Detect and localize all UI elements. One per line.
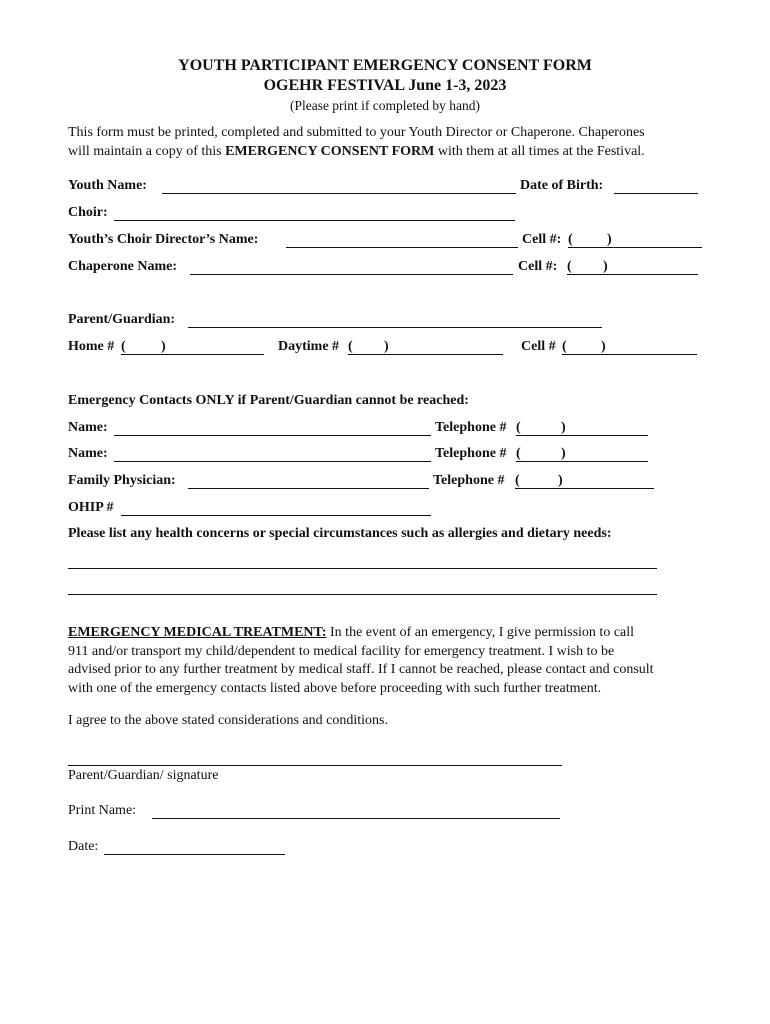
youth-name-field[interactable] <box>162 193 516 194</box>
health-concerns-line-2[interactable] <box>68 594 657 595</box>
medical-treatment-paragraph <box>68 624 708 698</box>
dob-field[interactable] <box>614 193 698 194</box>
cell2-paren-close: ) <box>603 259 608 274</box>
health-concerns-label: Please list any health concerns or special circumstances such as allergies and dietary needs: <box>68 526 612 541</box>
contact2-tel-label: Telephone # <box>435 446 507 461</box>
physician-label: Family Physician: <box>68 473 176 488</box>
ohip-label: OHIP # <box>68 500 114 515</box>
signature-label: Parent/Guardian/ signature <box>68 768 219 783</box>
physician-tel-label: Telephone # <box>433 473 505 488</box>
intro-line-2-pre: will maintain a copy of this <box>68 143 222 159</box>
emergency-contacts-heading: Emergency Contacts ONLY if Parent/Guardian cannot be reached: <box>68 393 469 408</box>
parent-field[interactable] <box>188 327 602 328</box>
date-field[interactable] <box>104 854 285 855</box>
cell2-paren-open: ( <box>567 259 572 274</box>
cell1-field[interactable] <box>568 247 702 248</box>
physician-tel-field[interactable] <box>515 488 654 489</box>
cell1-label: Cell #: <box>522 232 562 247</box>
tel3-paren-open: ( <box>515 473 520 488</box>
home-paren-close: ) <box>161 339 166 354</box>
home-label: Home # <box>68 339 115 354</box>
choir-field[interactable] <box>114 220 515 221</box>
ohip-field[interactable] <box>121 515 431 516</box>
intro-line-2 <box>68 143 708 162</box>
cell3-paren-close: ) <box>601 339 606 354</box>
home-paren-open: ( <box>121 339 126 354</box>
form-title: YOUTH PARTICIPANT EMERGENCY CONSENT FORM <box>178 57 592 74</box>
medical-line-3: advised prior to any further treatment by medical staff. If I cannot be reached, please contact and consult <box>68 662 654 677</box>
print-name-field[interactable] <box>152 818 560 819</box>
cell3-paren-open: ( <box>562 339 567 354</box>
dob-label: Date of Birth: <box>520 178 604 193</box>
medical-line-1 <box>68 624 708 643</box>
physician-field[interactable] <box>188 488 429 489</box>
tel1-paren-open: ( <box>516 420 521 435</box>
contact1-name-label: Name: <box>68 420 108 435</box>
print-note: (Please print if completed by hand) <box>289 98 481 113</box>
tel2-paren-close: ) <box>561 446 566 461</box>
cell3-field[interactable] <box>562 354 697 355</box>
print-name-label: Print Name: <box>68 803 137 818</box>
contact1-tel-label: Telephone # <box>435 420 507 435</box>
choir-label: Choir: <box>68 205 108 220</box>
daytime-label: Daytime # <box>278 339 340 354</box>
parent-label: Parent/Guardian: <box>68 312 176 327</box>
cell3-label: Cell # <box>521 339 556 354</box>
cell1-paren-open: ( <box>568 232 573 247</box>
chaperone-field[interactable] <box>190 274 513 275</box>
signature-line[interactable] <box>68 765 562 766</box>
cell2-label: Cell #: <box>518 259 558 274</box>
youth-name-label: Youth Name: <box>68 178 147 193</box>
contact2-name-label: Name: <box>68 446 108 461</box>
cell1-paren-close: ) <box>607 232 612 247</box>
choir-director-field[interactable] <box>286 247 518 248</box>
chaperone-label: Chaperone Name: <box>68 259 178 274</box>
contact2-tel-field[interactable] <box>516 461 648 462</box>
contact1-name-field[interactable] <box>114 435 431 436</box>
medical-line-1-text: In the event of an emergency, I give permission to call <box>330 625 635 640</box>
form-subtitle: OGEHR FESTIVAL June 1-3, 2023 <box>263 77 507 94</box>
medical-line-4: with one of the emergency contacts listed above before proceeding with such further treatment. <box>68 680 602 696</box>
medical-heading: EMERGENCY MEDICAL TREATMENT: <box>68 625 327 640</box>
agree-statement: I agree to the above stated considerations and conditions. <box>68 713 388 728</box>
health-concerns-line-1[interactable] <box>68 568 657 569</box>
intro-paragraph <box>68 124 708 161</box>
daytime-field[interactable] <box>348 354 503 355</box>
tel3-paren-close: ) <box>558 473 563 488</box>
medical-line-2: 911 and/or transport my child/dependent to medical facility for emergency treatment. I wish to be <box>68 643 615 659</box>
choir-director-label: Youth’s Choir Director’s Name: <box>68 232 259 247</box>
intro-line-1: This form must be printed, completed and submitted to your Youth Director or Chaperone. Chaperones <box>68 125 645 140</box>
contact2-name-field[interactable] <box>114 461 431 462</box>
tel1-paren-close: ) <box>561 420 566 435</box>
contact1-tel-field[interactable] <box>516 435 648 436</box>
cell2-field[interactable] <box>567 274 698 275</box>
date-label: Date: <box>68 839 99 854</box>
home-field[interactable] <box>121 354 264 355</box>
daytime-paren-close: ) <box>384 339 389 354</box>
intro-line-2-bold: EMERGENCY CONSENT FORM <box>225 143 435 159</box>
intro-line-2-post: with them at all times at the Festival. <box>437 143 645 159</box>
tel2-paren-open: ( <box>516 446 521 461</box>
daytime-paren-open: ( <box>348 339 353 354</box>
